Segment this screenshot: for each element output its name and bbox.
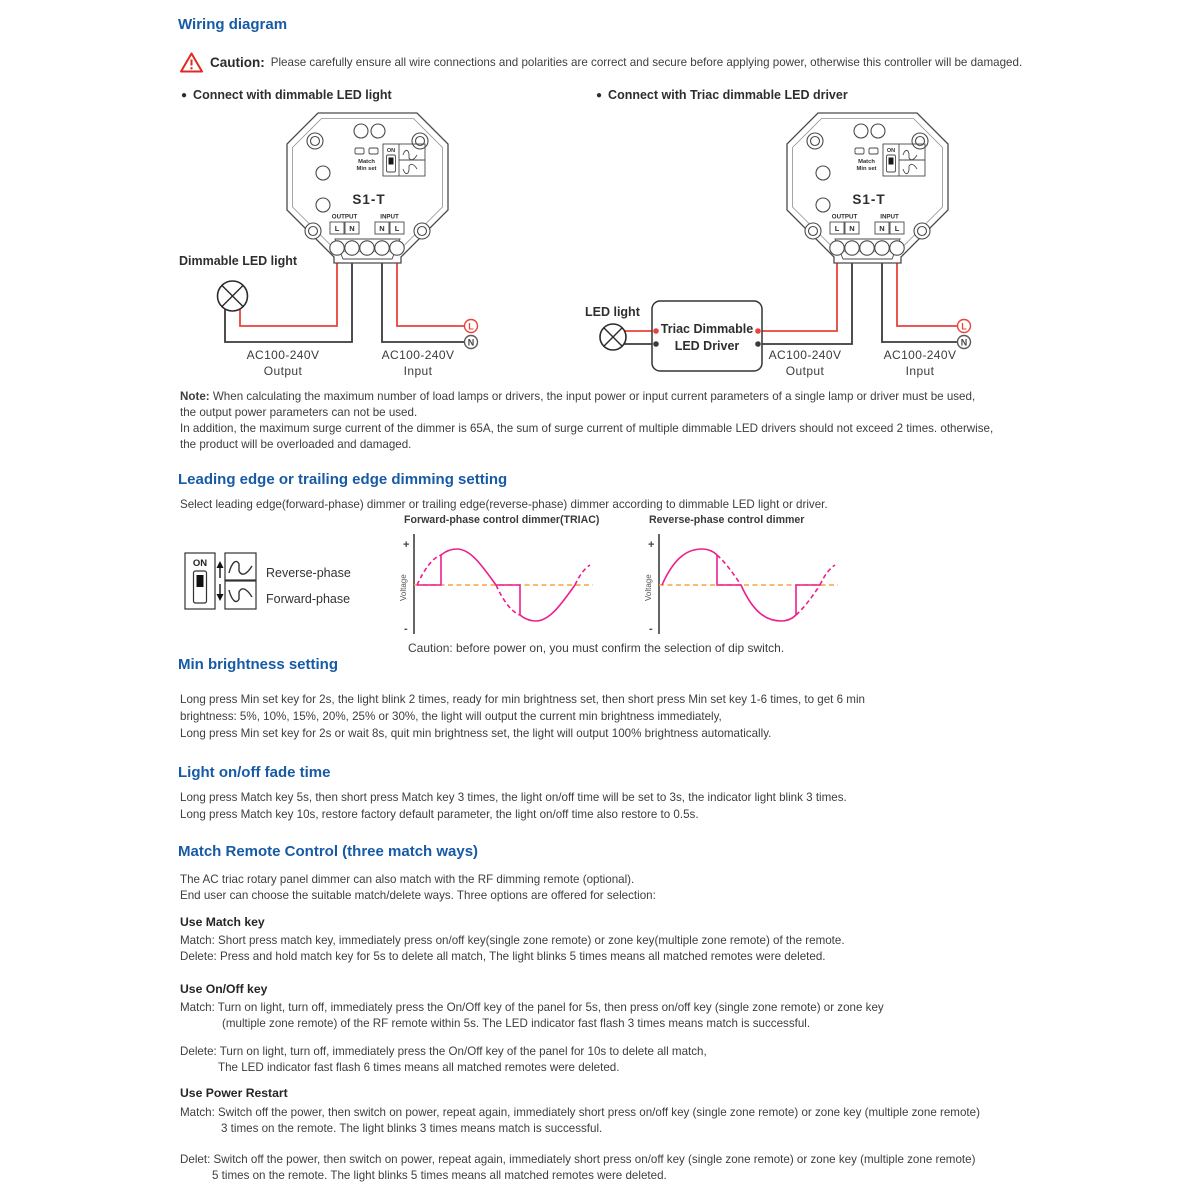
body-text-line: 3 times on the remote. The light blinks 3 times means match is successful.: [221, 1121, 603, 1135]
bullet-dot: ●: [181, 89, 188, 101]
input-group-label: INPUT: [380, 213, 399, 221]
neutral-terminal-label: N: [467, 337, 475, 348]
body-text-line: 5 times on the remote. The light blinks 5 times means all matched remotes were deleted.: [212, 1168, 667, 1182]
top-hole: [354, 124, 368, 138]
input-caption: Input: [403, 364, 433, 378]
driver-neutral-dot: [755, 341, 761, 347]
use-onoff-key-delete: [180, 1044, 707, 1076]
minus-sign: -: [404, 623, 408, 635]
caution-text: Please carefully ensure all wire connections and polarities are correct and secure before applying power, otherwise this controller will be damaged.: [270, 56, 1023, 69]
lamp-label: Dimmable LED light: [179, 254, 298, 268]
output-caption: AC100-240V: [246, 348, 320, 362]
top-hole: [871, 124, 885, 138]
leading-edge-title: Leading edge or trailing edge dimming setting: [178, 471, 508, 488]
min-set-key-label: Min set: [356, 166, 377, 172]
min-set-key-label: Min set: [856, 166, 877, 172]
device-model-label: S1-T: [852, 192, 886, 207]
input-caption: AC100-240V: [381, 348, 455, 362]
body-text-line: Delete: Press and hold match key for 5s to delete all match, The light blinks 5 times means all matched remotes were deleted.: [180, 950, 826, 963]
body-text-line: Long press Min set key for 2s or wait 8s, quit min brightness set, the light will output 100% brightness automatically.: [180, 727, 772, 740]
page-title: Wiring diagram: [178, 16, 288, 33]
terminal-holes: [830, 241, 904, 255]
input-l-label: L: [894, 224, 900, 233]
dimmer-device: [787, 113, 948, 263]
driver-live-dot: [755, 328, 761, 334]
body-text-line: Delet: Switch off the power, then switch on power, repeat again, immediately short press on/off key (single zone remote) or zone key (multiple zone remote): [180, 1153, 976, 1166]
input-live-wire: [397, 249, 464, 326]
triac-driver-box: [652, 301, 762, 371]
input-n-label: N: [379, 224, 385, 233]
bullet-left-label: Connect with dimmable LED light: [193, 88, 392, 102]
match-remote-title: Match Remote Control (three match ways): [178, 843, 479, 860]
body-text-line: Long press Min set key for 2s, the light blink 2 times, ready for min brightness set, then short press Min set key 1-6 times, to get 6 min: [180, 693, 865, 706]
input-live-wire: [897, 249, 957, 326]
body-text-line: Match: Switch off the power, then switch on power, repeat again, immediately short press on/off key (single zone remote) or zone key (multiple zone remote): [180, 1106, 980, 1119]
reverse-chart-title: Reverse-phase control dimmer: [649, 514, 805, 526]
reverse-phase-chart: [642, 528, 844, 642]
driver-neutral-dot: [653, 341, 659, 347]
use-power-restart-match: [180, 1105, 980, 1136]
note-line: In addition, the maximum surge current of the dimmer is 65A, the sum of surge current of multiple dimmable LED drivers should not exceed 2 times. otherwise,: [180, 422, 994, 435]
note-line: the product will be overloaded and damaged.: [180, 438, 412, 451]
bullet-connect-triac-driver: [596, 88, 848, 102]
warning-icon: [179, 51, 204, 74]
use-match-key-heading: Use Match key: [180, 915, 265, 929]
driver-label: LED Driver: [674, 339, 740, 353]
min-brightness-body: [180, 691, 865, 742]
match-key-label: Match: [358, 159, 375, 165]
body-text-line: The AC triac rotary panel dimmer can also match with the RF dimming remote (optional).: [180, 873, 635, 886]
driver-live-dot: [653, 328, 659, 334]
bullet-connect-led-light: [181, 88, 392, 102]
body-text-line: (multiple zone remote) of the RF remote within 5s. The LED indicator fast flash 3 times means match is successful.: [222, 1017, 811, 1030]
fade-time-title: Light on/off fade time: [178, 764, 331, 781]
output-l-label: L: [334, 224, 340, 233]
fade-time-body: [180, 790, 847, 823]
min-brightness-title: Min brightness setting: [178, 656, 339, 673]
dip-on-label: ON: [386, 148, 396, 154]
knob-hole: [816, 198, 830, 212]
lamp-label: LED light: [585, 305, 640, 319]
note-block: [180, 389, 993, 453]
lamp-icon: [218, 281, 248, 311]
minus-sign: -: [649, 623, 653, 635]
match-remote-intro: [180, 872, 656, 903]
use-onoff-key-match: [180, 1000, 884, 1032]
output-caption: AC100-240V: [768, 348, 842, 362]
device-model-label: S1-T: [352, 192, 386, 207]
forward-phase-label: Forward-phase: [266, 592, 351, 606]
body-text-line: Long press Match key 10s, restore factory default parameter, the light on/off time also restore to 0.5s.: [180, 807, 699, 821]
input-l-label: L: [394, 224, 400, 233]
lamp-icon: [600, 324, 626, 350]
bullet-right-label: Connect with Triac dimmable LED driver: [608, 88, 848, 102]
output-n-label: N: [349, 224, 355, 233]
dip-on-label: ON: [192, 558, 208, 569]
top-hole: [371, 124, 385, 138]
output-group-label: OUTPUT: [331, 213, 358, 221]
note-line: Note: When calculating the maximum number of load lamps or drivers, the input power or input current parameters of a single lamp or driver must be used,: [180, 390, 976, 403]
input-n-label: N: [879, 224, 885, 233]
dip-switch-figure: [184, 552, 258, 610]
match-key-label: Match: [858, 159, 875, 165]
dip-caution-text: Caution: before power on, you must confirm the selection of dip switch.: [408, 641, 785, 655]
neutral-terminal-label: N: [960, 337, 968, 348]
use-power-restart-heading: Use Power Restart: [180, 1086, 288, 1100]
forward-phase-chart: [397, 528, 599, 642]
caution-label: Caution:: [210, 55, 265, 70]
bullet-dot: ●: [596, 89, 603, 101]
output-n-label: N: [849, 224, 855, 233]
body-text-line: Match: Turn on light, turn off, immediately press the On/Off key of the panel for 5s, then press on/off key (single zone remote) or zone key: [180, 1001, 884, 1014]
body-text-line: Delete: Turn on light, turn off, immediately press the On/Off key of the panel for 10s to delete all match,: [180, 1045, 707, 1058]
top-hole: [854, 124, 868, 138]
output-caption: Output: [785, 364, 825, 378]
live-terminal-label: L: [961, 321, 967, 332]
leading-edge-intro: Select leading edge(forward-phase) dimmer or trailing edge(reverse-phase) dimmer according to dimmable LED light or driver.: [180, 498, 828, 511]
knob-hole: [316, 166, 330, 180]
input-caption: Input: [905, 364, 935, 378]
live-terminal-label: L: [468, 321, 474, 332]
knob-hole: [816, 166, 830, 180]
reverse-phase-label: Reverse-phase: [266, 566, 351, 580]
body-text-line: Long press Match key 5s, then short press Match key 3 times, the light on/off time will be set to 3s, the indicator light blink 3 times.: [180, 791, 847, 804]
wiring-diagram-dimmable-led-light: [175, 105, 505, 390]
input-group-label: INPUT: [880, 213, 899, 221]
output-group-label: OUTPUT: [831, 213, 858, 221]
body-text-line: The LED indicator fast flash 6 times means all matched remotes were deleted.: [218, 1061, 620, 1074]
voltage-axis-label: Voltage: [399, 574, 408, 601]
dip-on-label: ON: [886, 148, 896, 154]
note-label: Note:: [180, 390, 210, 403]
knob-hole: [316, 198, 330, 212]
caution-note: [179, 51, 1022, 74]
input-caption: AC100-240V: [883, 348, 957, 362]
voltage-axis-label: Voltage: [644, 574, 653, 601]
dimmer-device: [287, 113, 448, 263]
output-caption: Output: [263, 364, 303, 378]
use-onoff-key-heading: Use On/Off key: [180, 982, 268, 996]
driver-label: Triac Dimmable: [660, 322, 754, 336]
wiring-diagram-triac-driver: [580, 105, 1010, 390]
output-live-wire: [758, 249, 837, 331]
forward-chart-title: Forward-phase control dimmer(TRIAC): [404, 514, 600, 526]
output-l-label: L: [834, 224, 840, 233]
note-line: the output power parameters can not be used.: [180, 406, 418, 419]
body-text-line: brightness: 5%, 10%, 15%, 20%, 25% or 30%, the light will output the current min brightness immediately,: [180, 710, 722, 723]
body-text-line: Match: Short press match key, immediately press on/off key(single zone remote) or zone key(multiple zone remote) of the remote.: [180, 934, 845, 947]
body-text-line: End user can choose the suitable match/delete ways. Three options are offered for selection:: [180, 888, 656, 902]
use-power-restart-delete: [180, 1152, 975, 1183]
plus-sign: +: [648, 539, 655, 551]
plus-sign: +: [403, 539, 410, 551]
terminal-holes: [330, 241, 404, 255]
use-match-key-body: [180, 933, 845, 965]
